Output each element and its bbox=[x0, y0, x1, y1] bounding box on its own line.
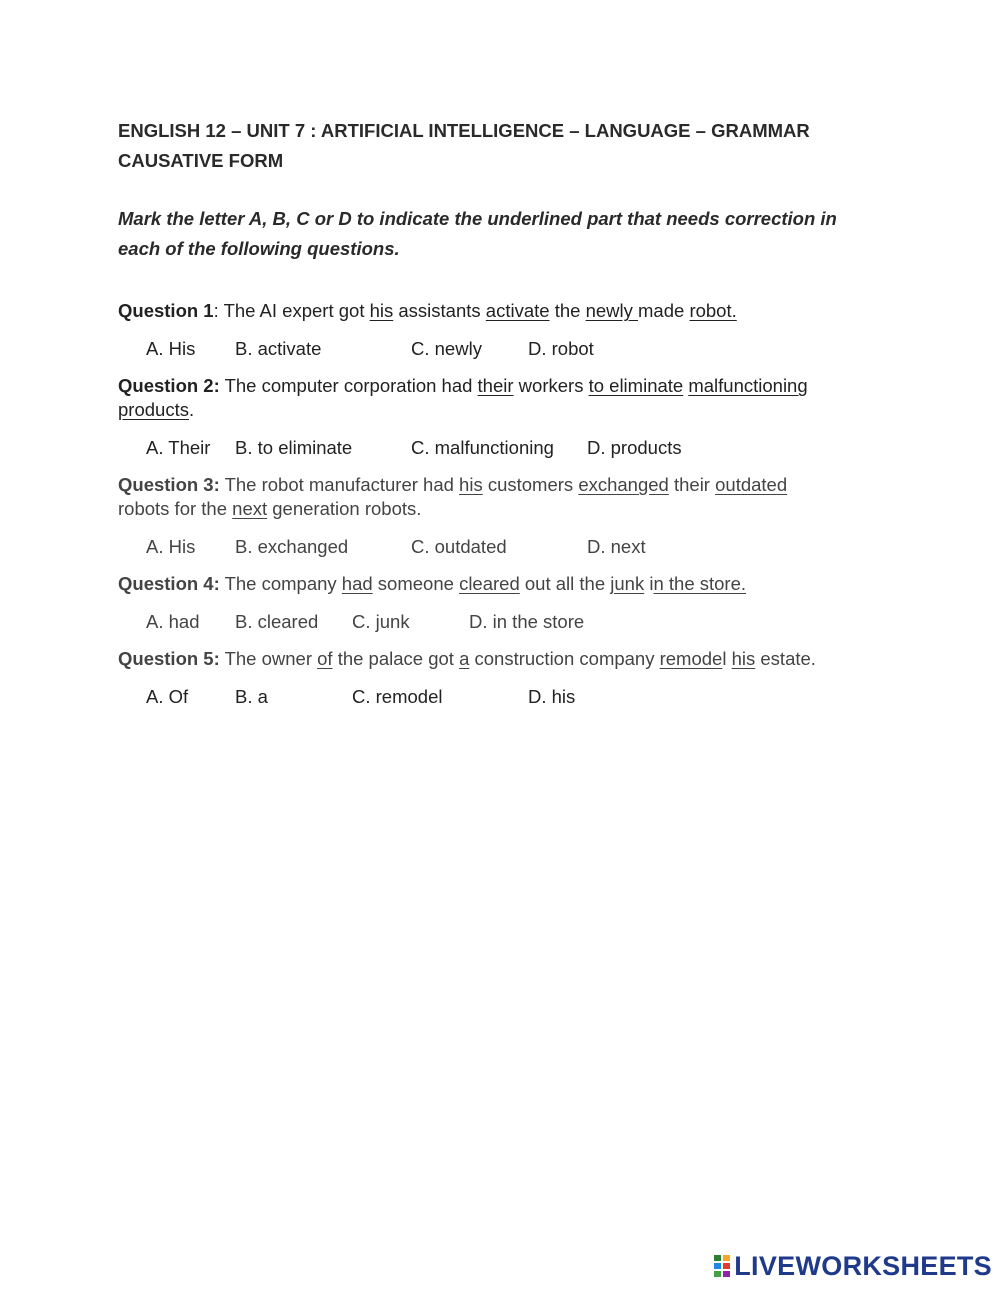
question-label: Question 2: bbox=[118, 375, 220, 396]
option-d[interactable]: D. products bbox=[587, 437, 682, 458]
underlined-part-a: his bbox=[459, 474, 483, 495]
underlined-part-c: junk bbox=[610, 573, 645, 594]
underlined-part-d: next bbox=[232, 498, 268, 519]
underlined-part-d: n the store. bbox=[653, 573, 747, 594]
option-c[interactable]: C. newly bbox=[411, 338, 482, 359]
option-b[interactable]: B. to eliminate bbox=[235, 437, 353, 458]
underlined-part-b: activate bbox=[485, 300, 550, 321]
option-a[interactable]: A. Of bbox=[146, 686, 189, 707]
title-line-2: CAUSATIVE FORM bbox=[118, 150, 284, 171]
question-label: Question 4: bbox=[118, 573, 220, 594]
option-a[interactable]: A. had bbox=[146, 611, 200, 632]
option-a[interactable]: A. Their bbox=[146, 437, 211, 458]
option-c[interactable]: C. junk bbox=[352, 611, 410, 632]
instructions-line-2: each of the following questions. bbox=[118, 238, 400, 259]
underlined-part-b: a bbox=[459, 648, 470, 669]
question-4: Question 4: The company had someone cleared out all the junk in the store. bbox=[118, 573, 747, 594]
option-d[interactable]: D. robot bbox=[528, 338, 594, 359]
underlined-part-c: malfunctioning bbox=[688, 375, 808, 396]
option-d[interactable]: D. next bbox=[587, 536, 646, 557]
underlined-part-b: to eliminate bbox=[588, 375, 684, 396]
option-a[interactable]: A. His bbox=[146, 338, 196, 359]
underlined-part-c: newly bbox=[585, 300, 639, 321]
option-a[interactable]: A. His bbox=[146, 536, 196, 557]
option-b[interactable]: B. exchanged bbox=[235, 536, 349, 557]
underlined-part-b: cleared bbox=[459, 573, 520, 594]
question-5: Question 5: The owner of the palace got a construction company remodel his estate. bbox=[118, 648, 816, 669]
liveworksheets-logo bbox=[713, 1251, 992, 1281]
option-b[interactable]: B. cleared bbox=[235, 611, 319, 632]
underlined-part-c: outdated bbox=[715, 474, 788, 495]
question-3: Question 3: The robot manufacturer had his customers exchanged their outdated robots for the next generation robots. bbox=[118, 474, 788, 519]
option-b[interactable]: B. a bbox=[235, 686, 268, 707]
option-c[interactable]: C. malfunctioning bbox=[411, 437, 554, 458]
question-label: Question 1 bbox=[118, 300, 214, 321]
instructions bbox=[118, 204, 898, 264]
worksheet-title bbox=[118, 116, 888, 176]
underlined-part-d: robot. bbox=[689, 300, 737, 321]
underlined-part-a: their bbox=[477, 375, 514, 396]
brand-text: LIVEWORKSHEETS bbox=[734, 1250, 992, 1281]
question-label: Question 5: bbox=[118, 648, 220, 669]
underlined-part-a: his bbox=[369, 300, 394, 321]
option-d[interactable]: D. his bbox=[528, 686, 576, 707]
liveworksheets-mark-icon bbox=[713, 1254, 731, 1278]
title-line-1: ENGLISH 12 – UNIT 7 : ARTIFICIAL INTELLIGENCE – LANGUAGE – GRAMMAR bbox=[118, 120, 810, 141]
underlined-part-b: exchanged bbox=[578, 474, 669, 495]
option-c[interactable]: C. remodel bbox=[352, 686, 443, 707]
underlined-part-a: of bbox=[317, 648, 333, 669]
instructions-line-1: Mark the letter A, B, C or D to indicate the underlined part that needs correction in bbox=[118, 208, 837, 229]
option-d[interactable]: D. in the store bbox=[469, 611, 585, 632]
underlined-part-d: products bbox=[118, 399, 189, 420]
option-b[interactable]: B. activate bbox=[235, 338, 322, 359]
question-2: Question 2: The computer corporation had their workers to eliminate malfunctioning products. bbox=[118, 375, 808, 420]
underlined-part-c: remode bbox=[659, 648, 723, 669]
option-c[interactable]: C. outdated bbox=[411, 536, 507, 557]
question-label: Question 3: bbox=[118, 474, 220, 495]
underlined-part-a: had bbox=[341, 573, 373, 594]
question-1: Question 1: The AI expert got his assistants activate the newly made robot. bbox=[118, 300, 737, 321]
underlined-part-d: his bbox=[731, 648, 756, 669]
